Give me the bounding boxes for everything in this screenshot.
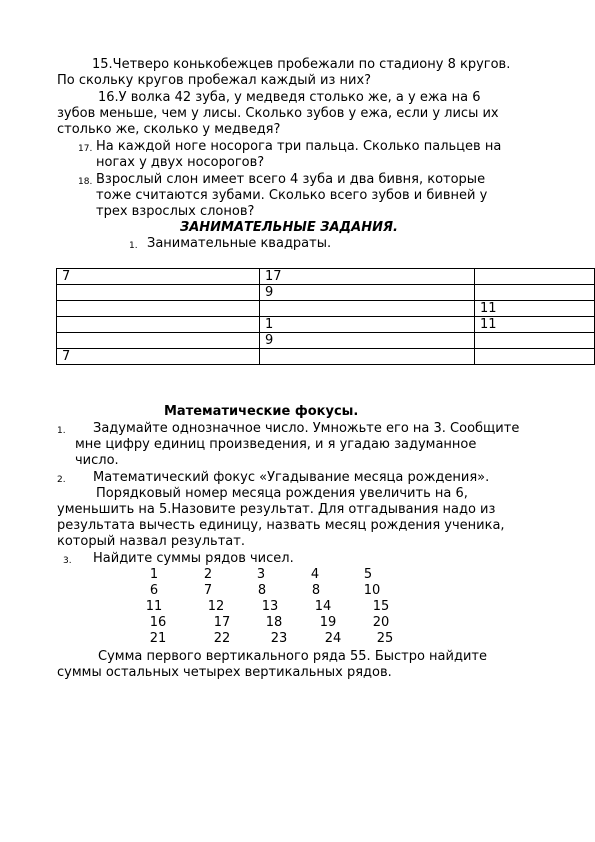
number-cell: 19 — [319, 615, 337, 630]
problem-17-number: 17. — [78, 144, 93, 154]
problem-17-line-2: ногах у двух носорогов? — [96, 155, 265, 170]
number-cell: 8 — [257, 583, 267, 598]
table-cell — [475, 349, 595, 365]
problem-18-line-2: тоже считаются зубами. Сколько всего зубов и бивней у — [96, 188, 488, 203]
entertaining-item-1-text: Занимательные квадраты. — [147, 236, 332, 251]
number-cell: 15 — [372, 599, 390, 614]
tricks-heading: Математические фокусы. — [164, 404, 359, 419]
number-cell: 24 — [324, 631, 342, 646]
number-cell: 14 — [314, 599, 332, 614]
table-cell: 11 — [475, 301, 595, 317]
problem-16-line-2: зубов меньше, чем у лисы. Сколько зубов у ежа, если у лисы их — [57, 106, 499, 121]
table-cell — [57, 317, 260, 333]
entertaining-heading: ЗАНИМАТЕЛЬНЫЕ ЗАДАНИЯ. — [180, 220, 398, 235]
trick-2-line-3: уменьшить на 5.Назовите результат. Для отгадывания надо из — [57, 502, 496, 517]
trick-2-line-5: который назвал результат. — [57, 534, 245, 549]
trick-1-line-2: мне цифру единиц произведения, и я угадаю задуманное — [75, 437, 477, 452]
trick-2-line-1: Математический фокус «Угадывание месяца рождения». — [93, 470, 490, 485]
number-cell: 4 — [310, 567, 320, 582]
magic-squares-table — [56, 268, 595, 365]
number-cell: 7 — [203, 583, 213, 598]
table-cell: 9 — [260, 333, 475, 349]
number-cell: 17 — [213, 615, 231, 630]
problem-15-line-1: 15.Четверо конькобежцев пробежали по стадиону 8 кругов. — [92, 57, 511, 72]
trick-2-line-2: Порядковый номер месяца рождения увеличить на 6, — [96, 486, 468, 501]
table-cell — [57, 333, 260, 349]
table-cell — [475, 333, 595, 349]
table-cell — [475, 285, 595, 301]
number-cell: 22 — [213, 631, 231, 646]
table-cell: 7 — [57, 349, 260, 365]
trick-3-line-1: Найдите суммы рядов чисел. — [93, 551, 294, 566]
table-cell: 17 — [260, 269, 475, 285]
table-row — [57, 333, 595, 349]
entertaining-item-1-number: 1. — [129, 241, 138, 251]
table-cell: 1 — [260, 317, 475, 333]
number-cell: 25 — [376, 631, 394, 646]
problem-16-line-1: 16.У волка 42 зуба, у медведя столько же, а у ежа на 6 — [98, 90, 481, 105]
trick-1-line-1: Задумайте однозначное число. Умножьте его на 3. Сообщите — [93, 421, 520, 436]
table-row — [57, 301, 595, 317]
trick-1-number: 1. — [57, 426, 66, 436]
number-cell: 13 — [261, 599, 279, 614]
table-cell: 7 — [57, 269, 260, 285]
number-cell: 10 — [363, 583, 381, 598]
problem-18-line-1: Взрослый слон имеет всего 4 зуба и два бивня, которые — [96, 172, 486, 187]
number-cell: 20 — [372, 615, 390, 630]
number-cell: 1 — [149, 567, 159, 582]
table-cell — [260, 301, 475, 317]
number-cell: 3 — [256, 567, 266, 582]
number-cell: 12 — [207, 599, 225, 614]
problem-18-line-3: трех взрослых слонов? — [96, 204, 255, 219]
problem-18-number: 18. — [78, 177, 93, 187]
number-cell: 8 — [311, 583, 321, 598]
table-cell — [57, 285, 260, 301]
table-cell — [57, 301, 260, 317]
trick-1-line-3: число. — [75, 453, 119, 468]
number-cell: 6 — [149, 583, 159, 598]
table-row — [57, 269, 595, 285]
number-cell: 18 — [265, 615, 283, 630]
table-cell — [260, 349, 475, 365]
problem-15-line-2: По скольку кругов пробежал каждый из них? — [57, 73, 372, 88]
table-cell — [475, 269, 595, 285]
final-line-1: Сумма первого вертикального ряда 55. Быстро найдите — [98, 649, 487, 664]
trick-2-number: 2. — [57, 475, 66, 485]
problem-17-line-1: На каждой ноге носорога три пальца. Сколько пальцев на — [96, 139, 502, 154]
number-cell: 16 — [149, 615, 167, 630]
number-cell: 23 — [270, 631, 288, 646]
table-row — [57, 317, 595, 333]
trick-2-line-4: результата вычесть единицу, назвать месяц рождения ученика, — [57, 518, 505, 533]
number-cell: 2 — [203, 567, 213, 582]
number-cell: 21 — [149, 631, 167, 646]
table-row — [57, 285, 595, 301]
table-row — [57, 349, 595, 365]
final-line-2: суммы остальных четырех вертикальных рядов. — [57, 665, 392, 680]
trick-3-number: 3. — [63, 556, 72, 566]
number-cell: 11 — [145, 599, 163, 614]
number-cell: 5 — [363, 567, 373, 582]
table-cell: 11 — [475, 317, 595, 333]
problem-16-line-3: столько же, сколько у медведя? — [57, 122, 281, 137]
table-cell: 9 — [260, 285, 475, 301]
